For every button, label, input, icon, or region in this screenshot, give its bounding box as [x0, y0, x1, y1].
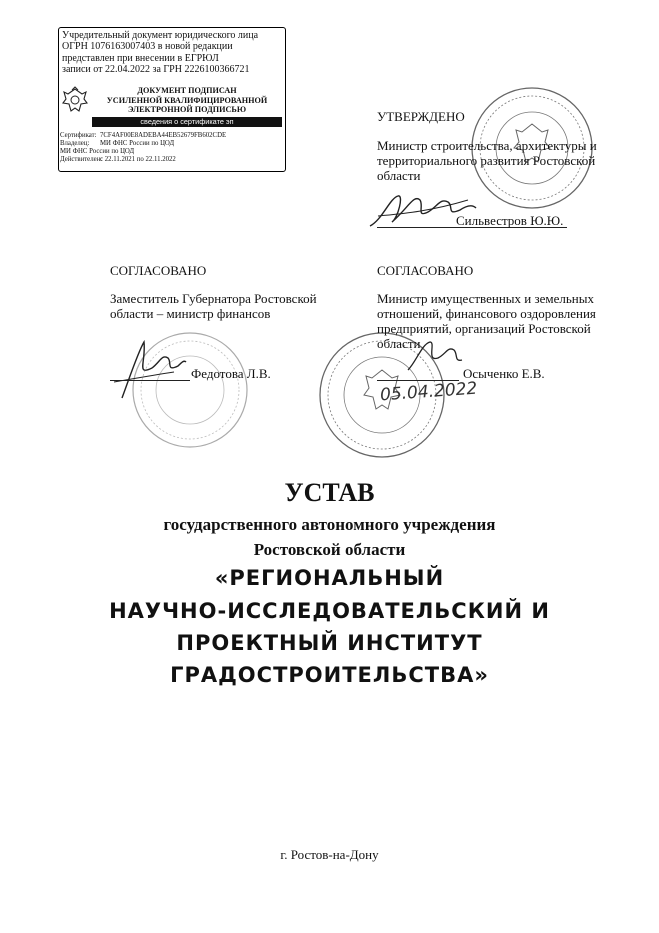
esig-owner-value: МИ ФНС России по ЦОД — [100, 140, 175, 147]
institute-name-line: ПРОЕКТНЫЙ ИНСТИТУТ — [176, 631, 483, 655]
esig-title-line: ДОКУМЕНТ ПОДПИСАН — [137, 86, 237, 95]
esig-owner-row — [60, 140, 174, 148]
registration-line: записи от 22.04.2022 за ГРН 2226100366721 — [62, 63, 250, 75]
signature-date: 05.04.2022 — [379, 378, 478, 406]
approved-position: Министр строительства, архитектуры и территориального развития Ростовской области — [377, 138, 597, 183]
esig-cert-label: Сертификат: — [60, 132, 97, 139]
document-subtitle: государственного автономного учреждения — [163, 515, 496, 534]
document-subtitle: Ростовской области — [253, 540, 406, 559]
esig-owner-value-2: МИ ФНС России по ЦОД — [60, 148, 135, 155]
agreed-name: Федотова Л.В. — [191, 366, 271, 381]
institute-name-line: ГРАДОСТРОИТЕЛЬСТВА» — [170, 663, 489, 687]
esig-title-line: ЭЛЕКТРОННОЙ ПОДПИСЬЮ — [127, 105, 247, 114]
esig-cert-row — [60, 132, 226, 140]
institute-name-line: НАУЧНО-ИССЛЕДОВАТЕЛЬСКИЙ И — [109, 599, 550, 623]
esig-cert-value: 7CF4AF00E8ADEBA44EB52679FB602CDE — [100, 132, 227, 139]
esig-owner-label: Владелец: — [60, 140, 90, 147]
city: г. Ростов-на-Дону — [280, 847, 379, 862]
esig-bar: сведения о сертификате эп — [92, 117, 282, 127]
coat-of-arms-icon — [60, 86, 90, 116]
agreed-heading: СОГЛАСОВАНО — [110, 263, 207, 278]
agreed-position: Министр имущественных и земельных отношений, финансового оздоровления предприятий, организаций Ростовской области — [377, 291, 596, 351]
signature-icon — [404, 336, 464, 376]
registration-text — [62, 30, 282, 75]
institute-name-line: «РЕГИОНАЛЬНЫЙ — [214, 566, 445, 590]
registration-line: представлен при внесении в ЕГРЮЛ — [62, 52, 219, 64]
signature-icon — [368, 188, 478, 233]
esig-valid-row — [60, 156, 176, 164]
registration-line: Учредительный документ юридического лица — [62, 30, 259, 41]
registration-line: ОГРН 1076163007403 в новой редакции — [62, 41, 233, 53]
approved-name: Сильвестров Ю.Ю. — [456, 213, 564, 228]
signature-icon — [108, 332, 188, 402]
esig-valid-label: Действителен: — [60, 156, 103, 163]
document-title: УСТАВ — [284, 478, 375, 507]
esig-title — [92, 86, 282, 115]
agreed-name: Осыченко Е.В. — [463, 366, 545, 381]
agreed-heading: СОГЛАСОВАНО — [377, 263, 474, 278]
agreed-position: Заместитель Губернатора Ростовской области – министр финансов — [110, 291, 317, 321]
esig-owner-row-2 — [60, 148, 134, 156]
esig-valid-value: с 22.11.2021 по 22.11.2022 — [100, 156, 176, 163]
approved-heading: УТВЕРЖДЕНО — [377, 109, 465, 124]
esig-title-line: УСИЛЕННОЙ КВАЛИФИЦИРОВАННОЙ — [106, 95, 268, 105]
